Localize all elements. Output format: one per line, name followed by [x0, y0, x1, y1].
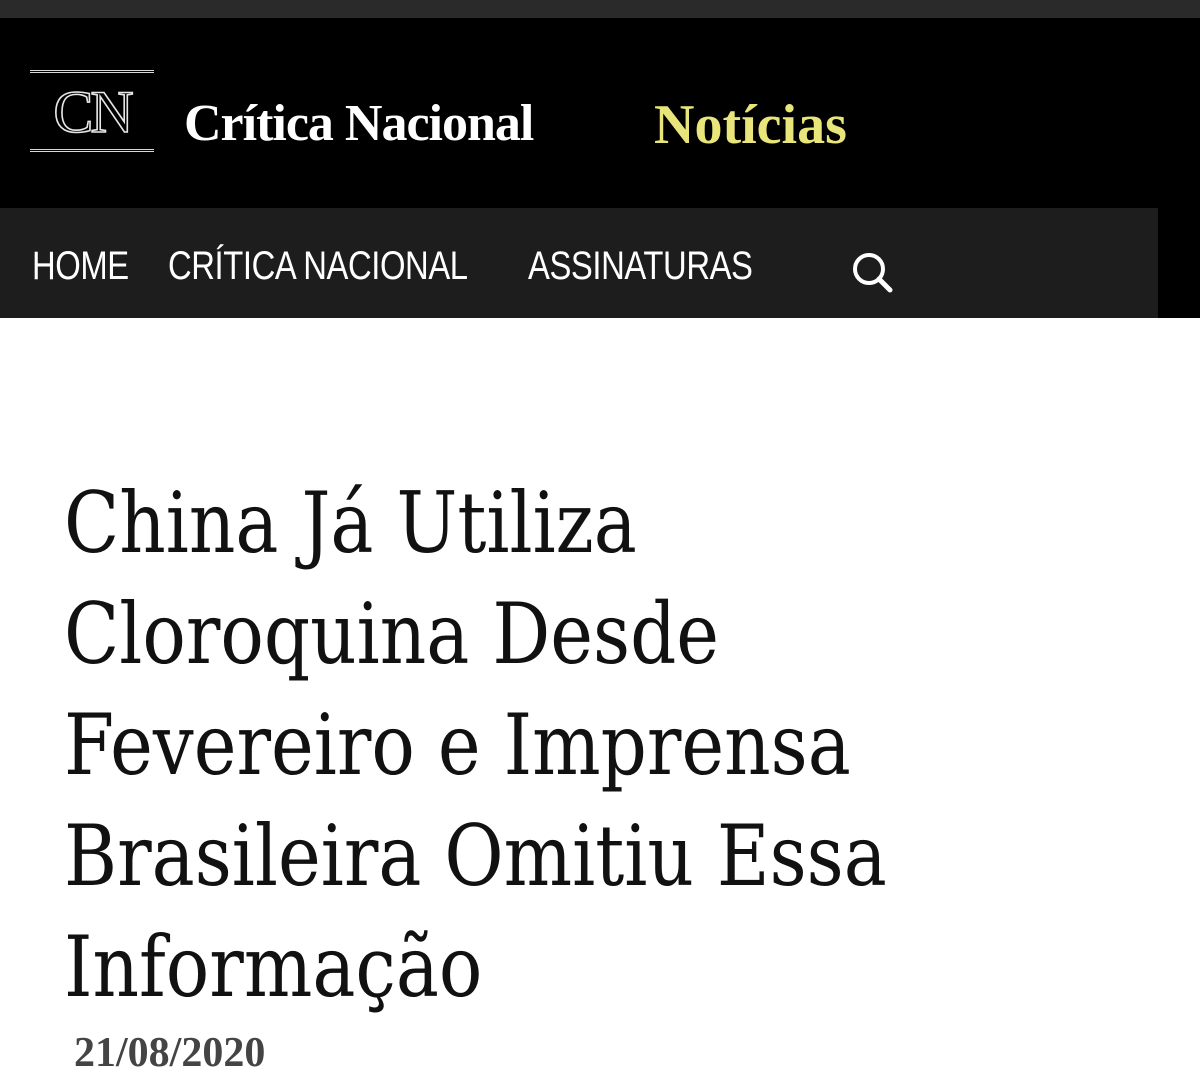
browser-top-strip [0, 0, 1200, 18]
nav-item-critica-nacional[interactable]: CRÍTICA NACIONAL [168, 244, 468, 288]
navigation-bar [0, 208, 1158, 318]
site-name[interactable]: Crítica Nacional [184, 95, 534, 152]
site-logo[interactable] [30, 70, 154, 152]
article-date: 21/08/2020 [74, 1030, 266, 1076]
site-header [0, 18, 1200, 204]
search-icon [848, 248, 898, 296]
article-title: China Já Utiliza Cloroquina Desde Fevereiro e Imprensa Brasileira Omitiu Essa Informação [64, 474, 887, 1016]
logo-monogram: CN [53, 79, 131, 145]
nav-item-assinaturas[interactable]: ASSINATURAS [528, 244, 753, 288]
search-button[interactable] [848, 248, 898, 296]
site-section-name[interactable]: Notícias [654, 94, 847, 156]
main-navigation [0, 204, 1200, 318]
nav-item-home[interactable]: HOME [32, 244, 129, 288]
article-content [0, 318, 1200, 1087]
